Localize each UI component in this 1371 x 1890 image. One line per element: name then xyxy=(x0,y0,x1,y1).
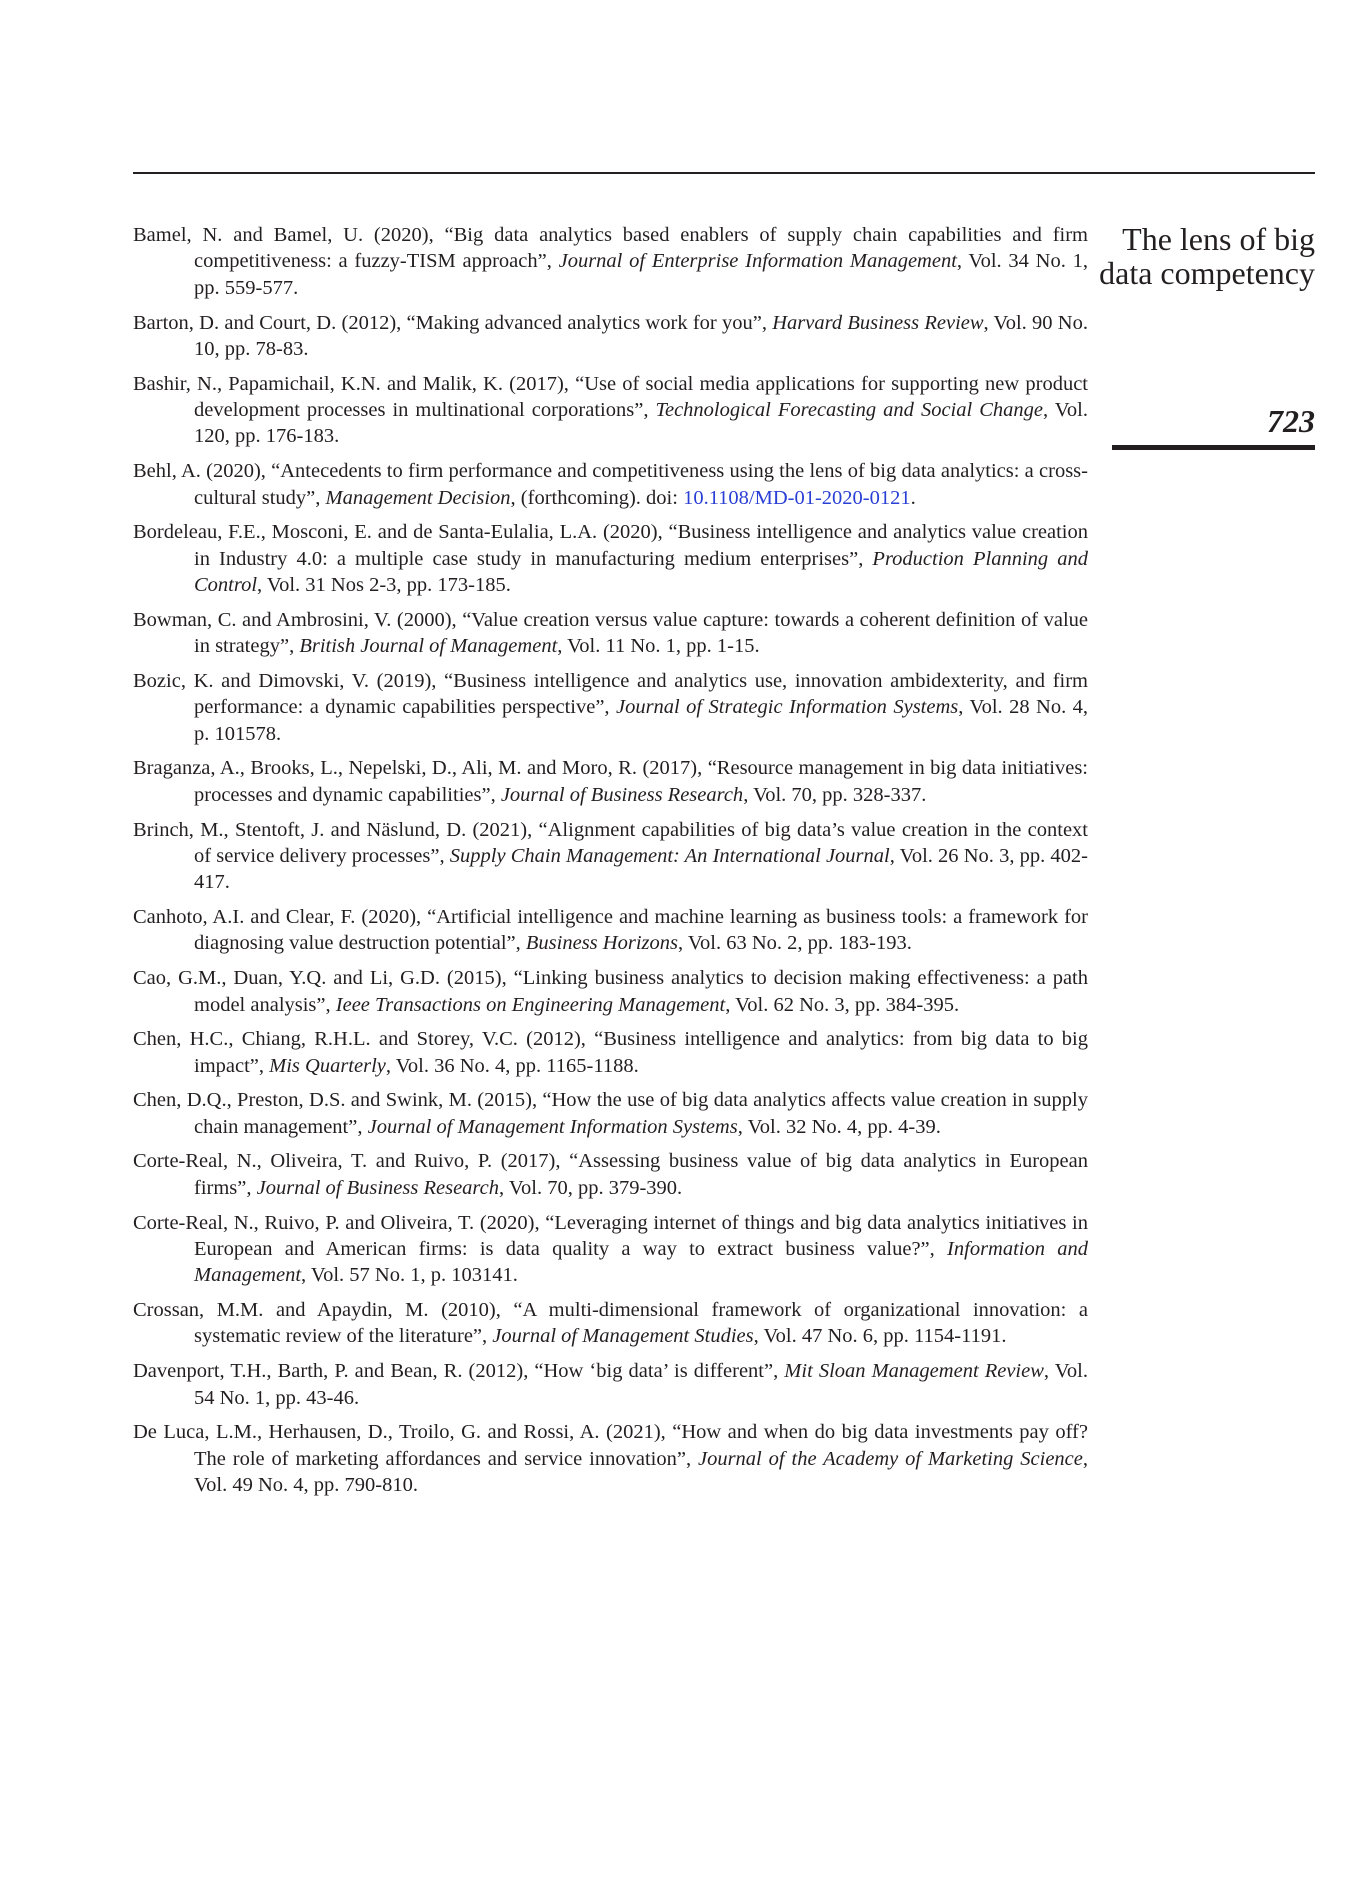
journal-title: Journal of Enterprise Information Management xyxy=(558,250,957,273)
reference-details: , Vol. 32 No. 4, pp. 4-39. xyxy=(737,1115,941,1138)
reference-details: , Vol. 26 No. 3, pp. 402-417. xyxy=(194,844,1088,894)
reference-entry xyxy=(133,1297,1088,1350)
reference-text: Bowman, C. and Ambrosini, V. (2000), “Value creation versus value capture: towards a coherent definition of value in strategy”, xyxy=(133,608,1088,658)
reference-entry xyxy=(133,519,1088,598)
reference-entry xyxy=(133,1358,1088,1411)
reference-details: , Vol. 62 No. 3, pp. 384-395. xyxy=(725,993,960,1016)
reference-details: , Vol. 47 No. 6, pp. 1154-1191. xyxy=(753,1325,1007,1348)
reference-text: Brinch, M., Stentoft, J. and Näslund, D. (2021), “Alignment capabilities of big data’s value creation in the context of service delivery processes”, xyxy=(133,818,1088,867)
doi-link[interactable]: 10.1108/MD-01-2020-0121 xyxy=(683,486,911,509)
reference-list xyxy=(133,222,1088,1507)
reference-text: Chen, D.Q., Preston, D.S. and Swink, M. (2015), “How the use of big data analytics affects value creation in supply chain management”, xyxy=(133,1089,1088,1138)
reference-entry xyxy=(133,1148,1088,1201)
running-head: The lens of big data competency xyxy=(1099,221,1315,291)
reference-details: , Vol. 120, pp. 176-183. xyxy=(194,399,1088,448)
journal-title: Management Decision xyxy=(325,486,511,509)
reference-entry xyxy=(133,817,1088,896)
reference-entry xyxy=(133,668,1088,747)
reference-text: Chen, H.C., Chiang, R.H.L. and Storey, V.C. (2012), “Business intelligence and analytics: from big data to big impact”, xyxy=(133,1028,1088,1077)
journal-title: Journal of Business Research xyxy=(500,783,744,806)
reference-text: De Luca, L.M., Herhausen, D., Troilo, G. and Rossi, A. (2021), “How and when do big data investments pay off? The role of marketing affordances and service innovation”, xyxy=(133,1421,1088,1470)
reference-text: Corte-Real, N., Oliveira, T. and Ruivo, P. (2017), “Assessing business value of big data analytics in European firms”, xyxy=(133,1150,1088,1199)
journal-title: Production Planning and Control xyxy=(194,547,1088,597)
reference-details: , Vol. 70, pp. 328-337. xyxy=(743,783,927,806)
journal-title: Journal of Strategic Information Systems xyxy=(615,696,959,719)
reference-entry xyxy=(133,607,1088,660)
journal-title: Journal of Business Research xyxy=(256,1176,499,1199)
reference-details: , Vol. 36 No. 4, pp. 1165-1188. xyxy=(385,1054,639,1077)
top-rule xyxy=(133,172,1315,174)
reference-details: , Vol. 54 No. 1, pp. 43-46. xyxy=(194,1360,1088,1409)
reference-text: Barton, D. and Court, D. (2012), “Making advanced analytics work for you”, xyxy=(133,311,773,334)
reference-entry xyxy=(133,1026,1088,1079)
reference-details: , Vol. 11 No. 1, pp. 1-15. xyxy=(557,635,760,658)
reference-entry xyxy=(133,755,1088,808)
reference-entry xyxy=(133,371,1088,450)
journal-title: Technological Forecasting and Social Change xyxy=(655,399,1043,422)
reference-details: , (forthcoming). doi: xyxy=(510,486,684,509)
reference-text: Bordeleau, F.E., Mosconi, E. and de Santa-Eulalia, L.A. (2020), “Business intelligence and analytics value creation in Industry 4.0: a multiple case study in manufacturing medium enterprises”, xyxy=(133,521,1088,570)
reference-entry xyxy=(133,904,1088,957)
reference-text: Crossan, M.M. and Apaydin, M. (2010), “A multi-dimensional framework of organizational innovation: a systematic review of the literature”, xyxy=(133,1299,1088,1348)
reference-details: , Vol. 90 No. 10, pp. 78-83. xyxy=(194,311,1088,360)
reference-text: Corte-Real, N., Ruivo, P. and Oliveira, T. (2020), “Leveraging internet of things and big data analytics initiatives in European and American firms: is data quality a way to extract business value?”, xyxy=(133,1211,1088,1260)
reference-text: Davenport, T.H., Barth, P. and Bean, R. (2012), “How ‘big data’ is different”, xyxy=(133,1360,785,1383)
reference-text: Behl, A. (2020), “Antecedents to firm performance and competitiveness using the lens of big data analytics: a cross-cultural study”, xyxy=(133,460,1088,509)
journal-title: Business Horizons xyxy=(525,932,678,955)
reference-details: , Vol. 70, pp. 379-390. xyxy=(498,1176,683,1199)
reference-entry xyxy=(133,1419,1088,1498)
journal-title: Ieee Transactions on Engineering Management xyxy=(335,993,726,1016)
journal-title: Harvard Business Review xyxy=(772,311,984,334)
reference-text: Bamel, N. and Bamel, U. (2020), “Big data analytics based enablers of supply chain capabilities and firm competitiveness: a fuzzy-TISM approach”, xyxy=(133,224,1088,273)
journal-title: Journal of Management Studies xyxy=(492,1325,754,1348)
reference-details: , Vol. 49 No. 4, pp. 790-810. xyxy=(194,1447,1088,1497)
reference-entry xyxy=(133,1210,1088,1289)
reference-details: , Vol. 31 Nos 2-3, pp. 173-185. xyxy=(257,574,511,597)
reference-entry xyxy=(133,458,1088,511)
journal-title: Journal of the Academy of Marketing Science xyxy=(697,1447,1083,1470)
reference-details: , Vol. 28 No. 4, p. 101578. xyxy=(194,696,1088,745)
journal-title: Mit Sloan Management Review xyxy=(784,1360,1044,1383)
side-rule xyxy=(1112,445,1315,450)
reference-entry xyxy=(133,222,1088,301)
reference-text: Canhoto, A.I. and Clear, F. (2020), “Artificial intelligence and machine learning as business tools: a framework for diagnosing value destruction potential”, xyxy=(133,906,1088,955)
reference-tail: . xyxy=(910,486,916,509)
journal-title: Journal of Management Information Systems xyxy=(367,1115,738,1138)
reference-text: Braganza, A., Brooks, L., Nepelski, D., Ali, M. and Moro, R. (2017), “Resource management in big data initiatives: processes and dynamic capabilities”, xyxy=(133,757,1088,806)
reference-text: Bozic, K. and Dimovski, V. (2019), “Business intelligence and analytics use, innovation ambidexterity, and firm performance: a dynamic capabilities perspective”, xyxy=(133,669,1088,719)
journal-title: Mis Quarterly xyxy=(269,1054,386,1077)
reference-details: , Vol. 63 No. 2, pp. 183-193. xyxy=(677,932,912,955)
journal-title: Information and Management xyxy=(194,1237,1088,1287)
reference-entry xyxy=(133,310,1088,363)
page-number: 723 xyxy=(1267,403,1315,439)
reference-details: , Vol. 57 No. 1, p. 103141. xyxy=(301,1264,518,1287)
reference-text: Bashir, N., Papamichail, K.N. and Malik, K. (2017), “Use of social media applications for supporting new product development processes in multinational corporations”, xyxy=(133,372,1088,422)
reference-details: , Vol. 34 No. 1, pp. 559-577. xyxy=(194,250,1088,299)
reference-entry xyxy=(133,965,1088,1018)
journal-title: Supply Chain Management: An International Journal xyxy=(449,844,890,867)
reference-entry xyxy=(133,1087,1088,1140)
reference-text: Cao, G.M., Duan, Y.Q. and Li, G.D. (2015), “Linking business analytics to decision making effectiveness: a path model analysis”, xyxy=(133,967,1088,1016)
journal-title: British Journal of Management xyxy=(299,635,558,658)
